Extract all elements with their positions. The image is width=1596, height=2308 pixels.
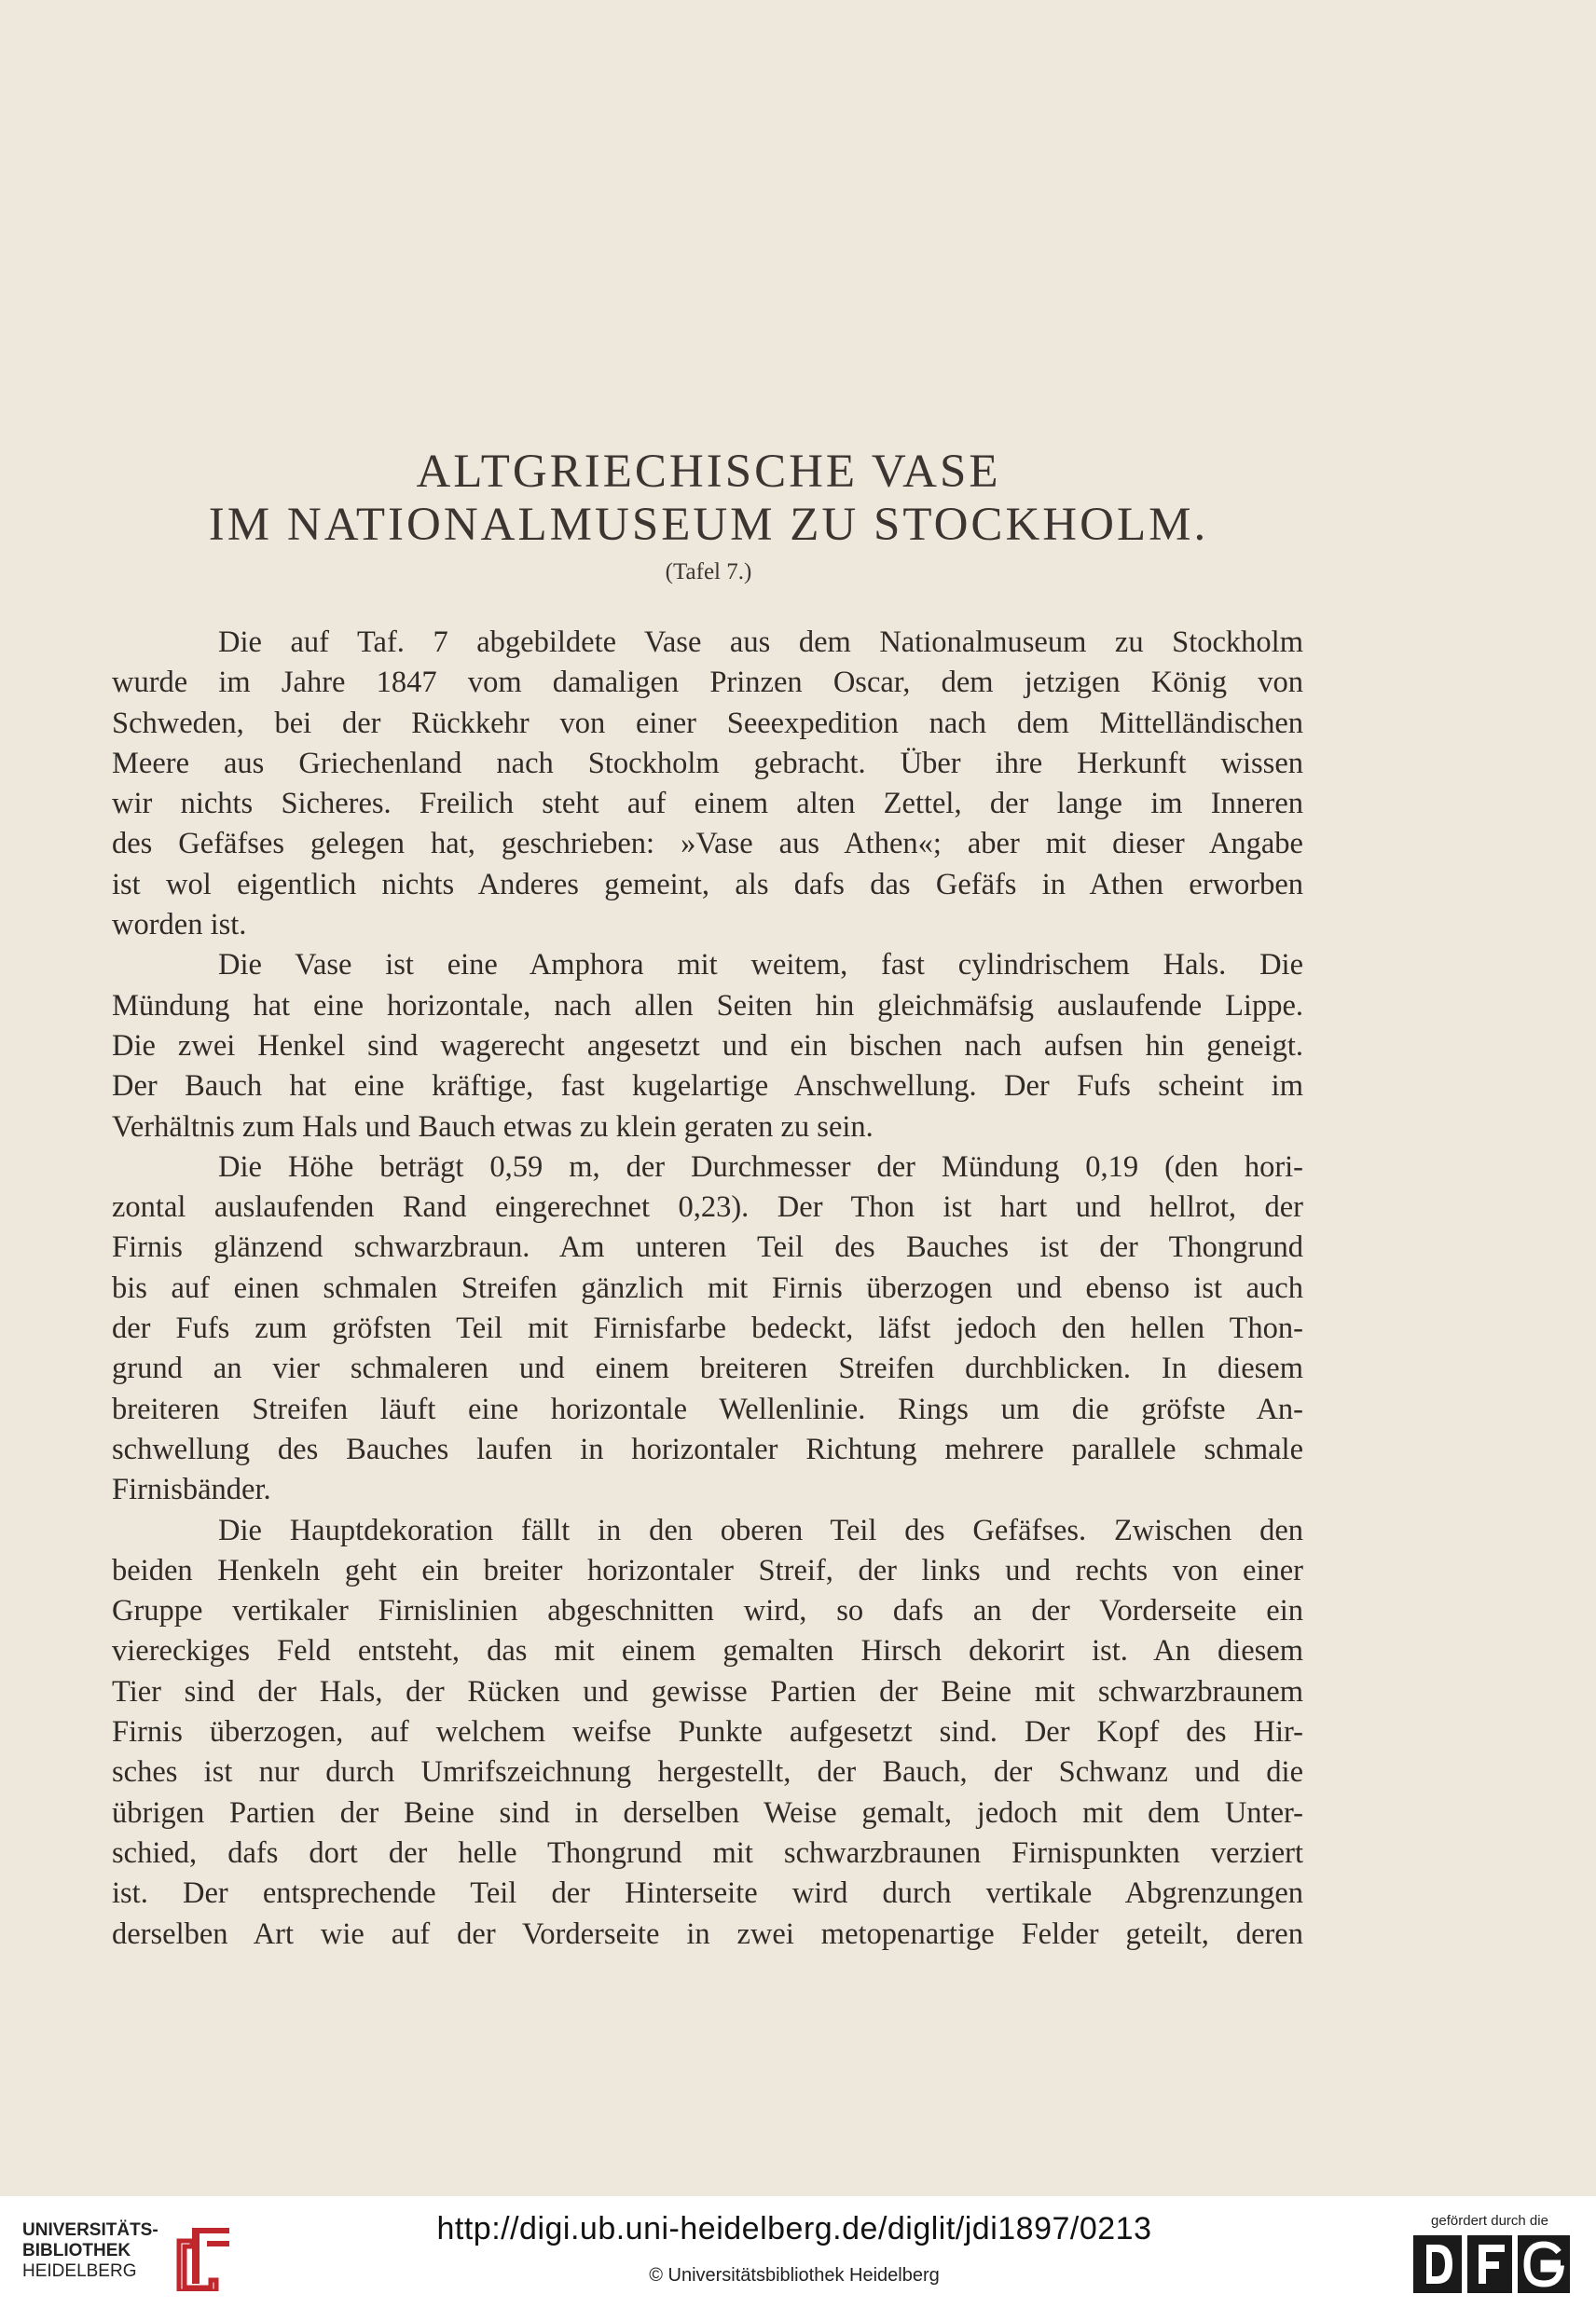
text-line: sches ist nur durch Umrifszeichnung hergestellt, der Bauch, der Schwanz und die	[112, 1755, 1303, 1790]
text-line: Schweden, bei der Rückkehr von einer Seeexpedition nach dem Mittelländischen	[112, 706, 1303, 740]
library-name-line-1: UNIVERSITÄTS-	[22, 2220, 158, 2240]
dfg-logo-icon	[1413, 2235, 1572, 2293]
text-line: zontal auslaufenden Rand eingerechnet 0,23). Der Thon ist hart und hellrot, der	[112, 1190, 1303, 1225]
text-line: wir nichts Sicheres. Freilich steht auf einem alten Zettel, der lange im Inneren	[112, 787, 1303, 821]
text-line: Gruppe vertikaler Firnislinien abgeschnitten wird, so dafs an der Vorderseite ein	[112, 1594, 1303, 1628]
text-line: der Fufs zum gröfsten Teil mit Firnisfarbe bedeckt, läfst jedoch den hellen Thon-	[112, 1312, 1303, 1346]
text-line: Firnis überzogen, auf welchem weifse Punkte aufgesetzt sind. Der Kopf des Hir-	[112, 1715, 1303, 1750]
funding-caption: gefördert durch die	[1431, 2213, 1548, 2229]
text-line: wurde im Jahre 1847 vom damaligen Prinzen Oscar, dem jetzigen König von	[112, 666, 1303, 700]
text-line: derselben Art wie auf der Vorderseite in zwei metopenartige Felder geteilt, deren	[112, 1916, 1303, 1951]
text-line: grund an vier schmaleren und einem breiteren Streifen durchblicken. In diesem	[112, 1352, 1303, 1386]
digitization-footer	[0, 2196, 1596, 2308]
text-line: Der Bauch hat eine kräftige, fast kugelartige Anschwellung. Der Fufs scheint im	[112, 1069, 1303, 1104]
paragraph	[112, 1147, 1303, 1511]
library-name-line-2: BIBLIOTHEK	[22, 2241, 131, 2260]
article-body	[112, 623, 1303, 1955]
text-line: Die auf Taf. 7 abgebildete Vase aus dem Nationalmuseum zu Stockholm	[218, 625, 1303, 659]
text-line: viereckiges Feld entsteht, das mit einem gemalten Hirsch dekorirt ist. An diesem	[112, 1634, 1303, 1669]
text-line: Meere aus Griechenland nach Stockholm gebracht. Über ihre Herkunft wissen	[112, 746, 1303, 780]
permalink-url[interactable]: http://digi.ub.uni-heidelberg.de/diglit/jdi1897/0213	[436, 2211, 1152, 2246]
text-line: Die Hauptdekoration fällt in den oberen Teil des Gefäfses. Zwischen den	[218, 1513, 1303, 1547]
text-line: worden ist.	[112, 908, 247, 942]
paragraph	[112, 623, 1303, 945]
text-line: beiden Henkeln geht ein breiter horizontaler Streif, der links und rechts von einer	[112, 1553, 1303, 1587]
text-line: breiteren Streifen läuft eine horizontale Wellenlinie. Rings um die gröfste An-	[112, 1392, 1303, 1426]
article-title-block	[0, 446, 1417, 589]
text-line: Die Vase ist eine Amphora mit weitem, fast cylindrischem Hals. Die	[218, 948, 1303, 982]
text-line: übrigen Partien der Beine sind in derselben Weise gemalt, jedoch mit dem Unter-	[112, 1795, 1303, 1830]
text-line: Firnisbänder.	[112, 1473, 271, 1507]
text-line: Die zwei Henkel sind wagerecht angesetzt und ein bischen nach aufsen hin geneigt.	[112, 1028, 1303, 1063]
text-line: schied, dafs dort der helle Thongrund mit schwarzbraunen Firnispunkten verziert	[112, 1835, 1303, 1870]
paragraph	[112, 945, 1303, 1147]
copyright-notice: © Universitätsbibliothek Heidelberg	[649, 2265, 940, 2286]
text-line: bis auf einen schmalen Streifen gänzlich mit Firnis überzogen und ebenso ist auch	[112, 1271, 1303, 1305]
text-line: des Gefäfses gelegen hat, geschrieben: »Vase aus Athen«; aber mit dieser Angabe	[112, 827, 1303, 861]
text-line: Tier sind der Hals, der Rücken und gewisse Partien der Beine mit schwarzbraunem	[112, 1674, 1303, 1709]
paragraph	[112, 1511, 1303, 1955]
article-title-line-1: ALTGRIECHISCHE VASE	[416, 446, 1001, 498]
text-line: Verhältnis zum Hals und Bauch etwas zu klein geraten zu sein.	[112, 1109, 874, 1144]
text-line: ist. Der entsprechende Teil der Hinterseite wird durch vertikale Abgrenzungen	[112, 1876, 1303, 1911]
text-line: Mündung hat eine horizontale, nach allen Seiten hin gleichmäfsig auslaufende Lippe.	[112, 988, 1303, 1023]
plate-reference: (Tafel 7.)	[665, 559, 752, 584]
library-name-line-3: HEIDELBERG	[22, 2261, 137, 2281]
library-emblem-icon	[164, 2224, 235, 2291]
text-line: schwellung des Bauches laufen in horizontaler Richtung mehrere parallele schmale	[112, 1432, 1303, 1466]
text-line: ist wol eigentlich nichts Anderes gemeint, als dafs das Gefäfs in Athen erworben	[112, 867, 1303, 901]
university-library-logo[interactable]	[22, 2220, 237, 2291]
text-line: Die Höhe beträgt 0,59 m, der Durchmesser der Mündung 0,19 (den hori-	[218, 1149, 1303, 1184]
text-line: Firnis glänzend schwarzbraun. Am unteren Teil des Bauches ist der Thongrund	[112, 1230, 1303, 1265]
article-title-line-2: IM NATIONALMUSEUM ZU STOCKHOLM.	[208, 499, 1209, 551]
